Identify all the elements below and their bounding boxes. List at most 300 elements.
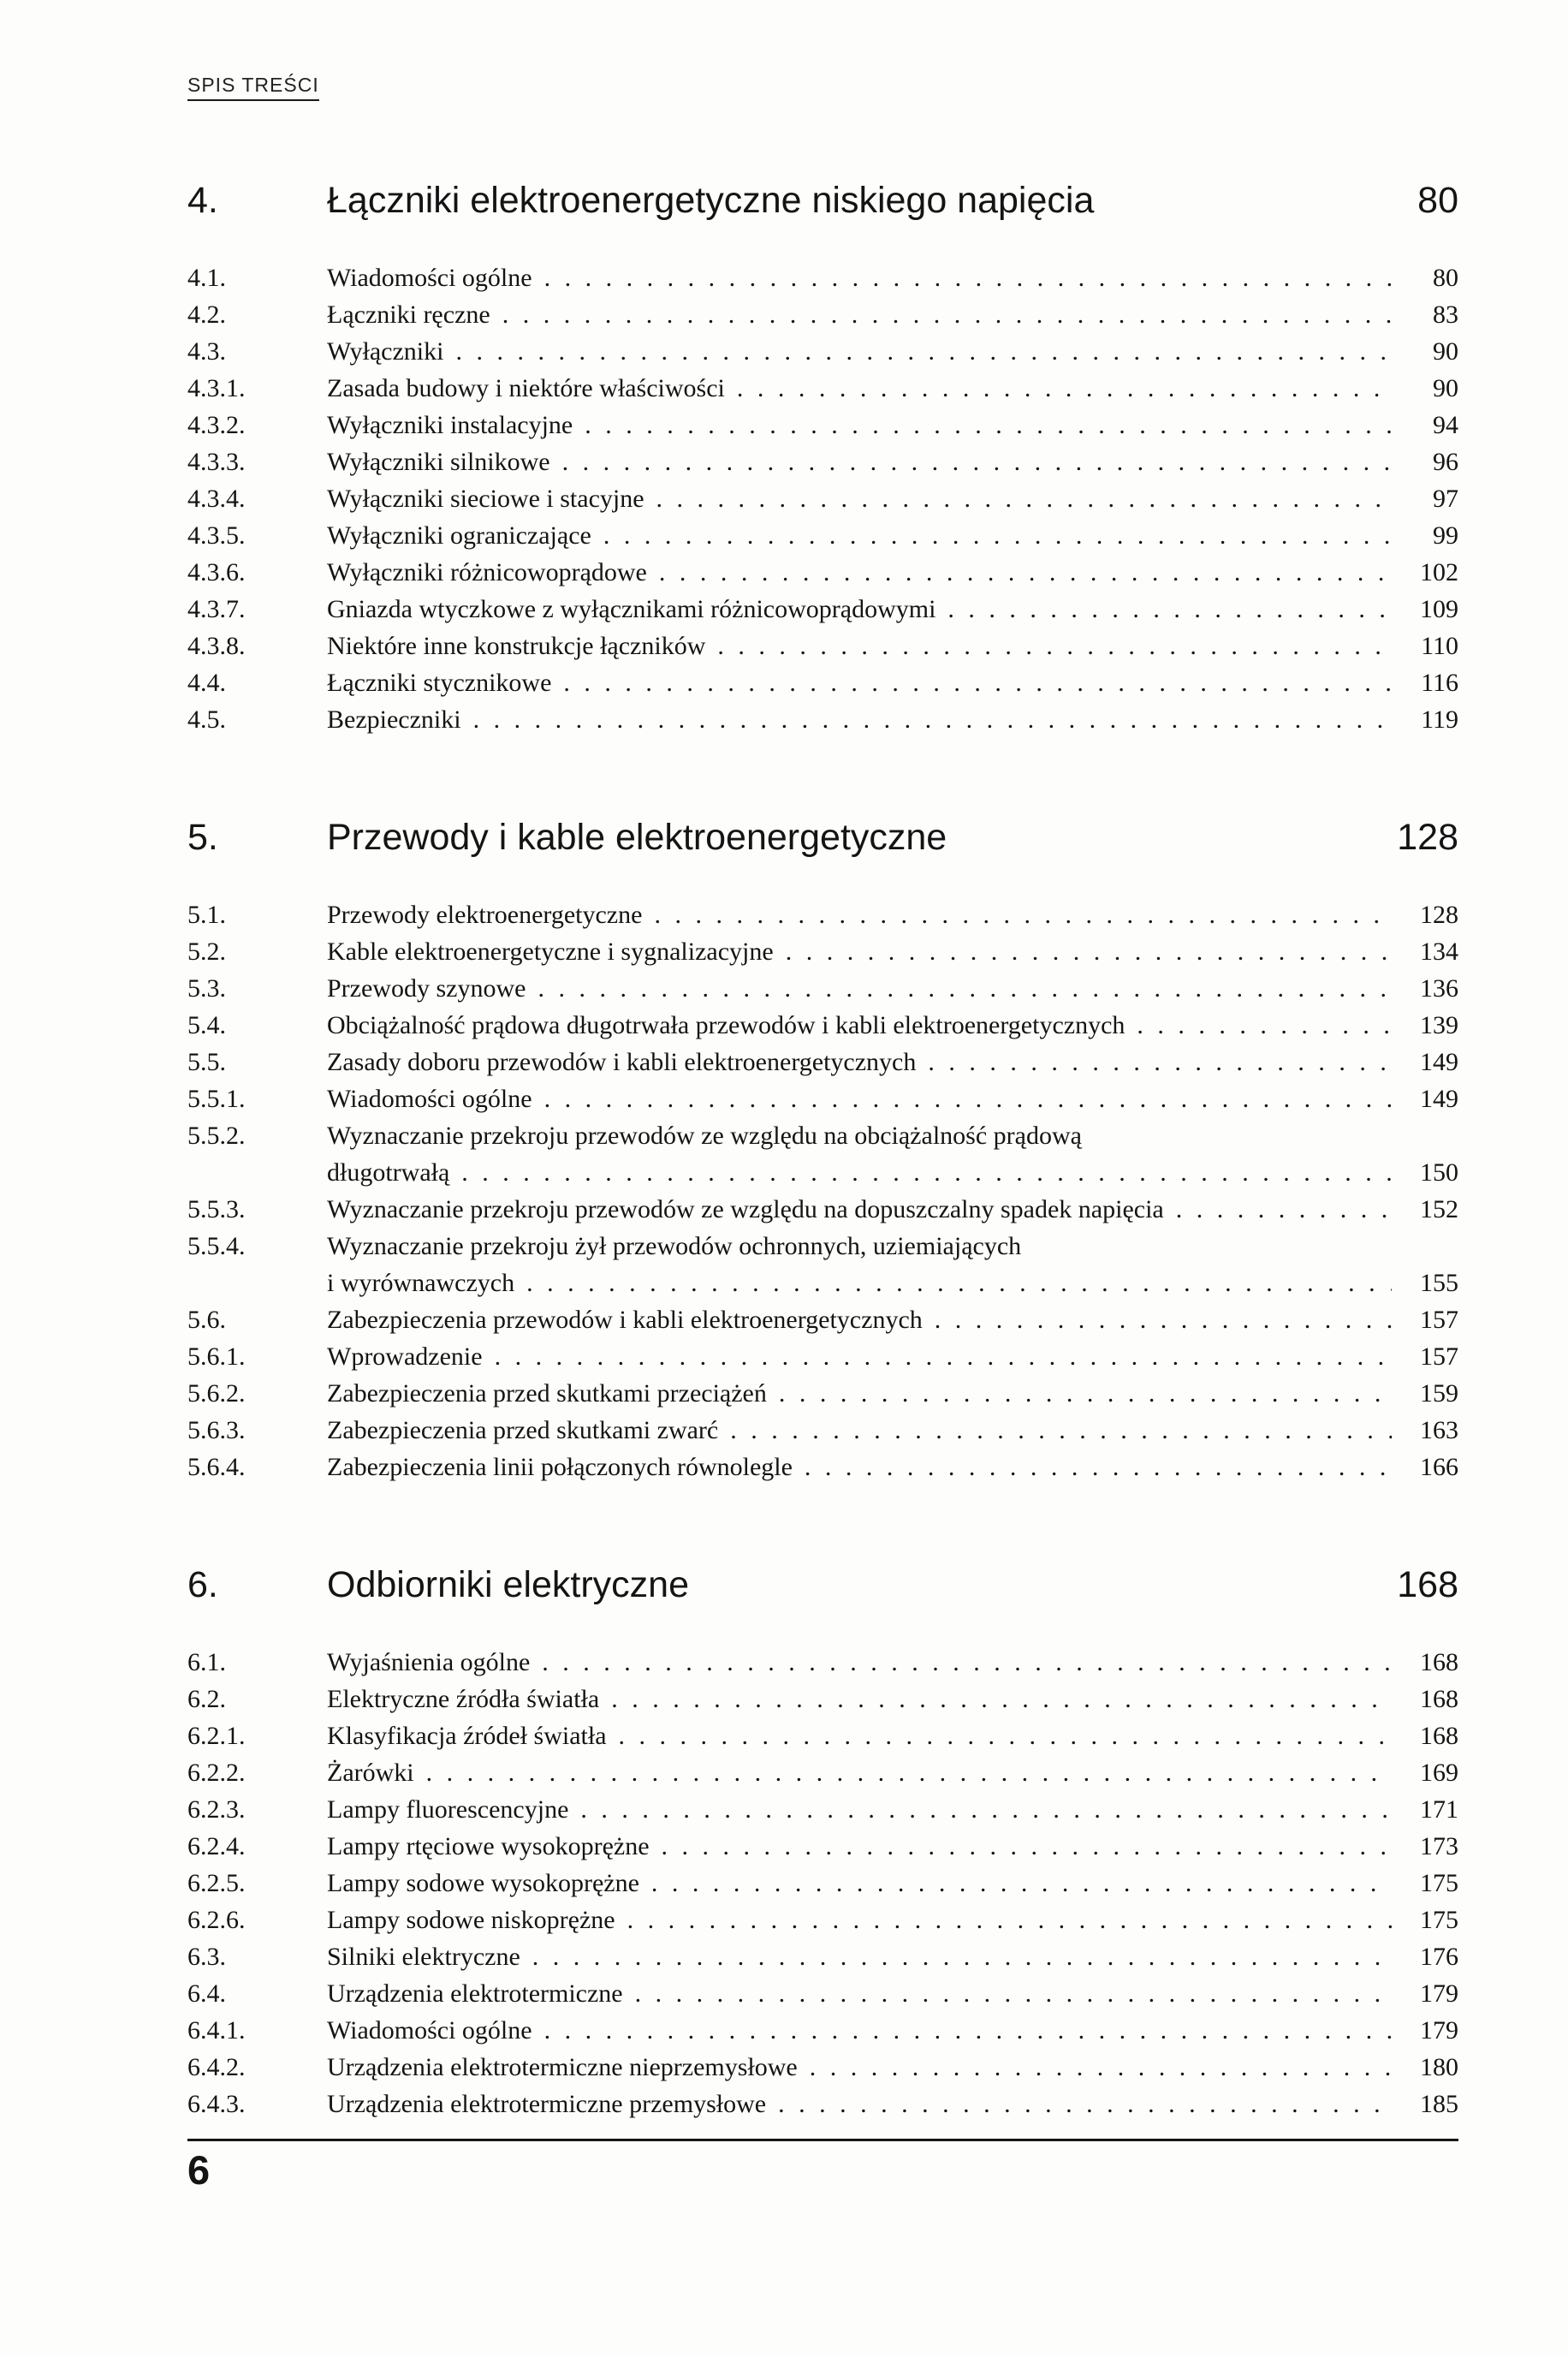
dot-leader [542,1644,1392,1681]
dot-leader [544,259,1392,296]
entry-number: 4.5. [187,705,226,734]
entry-number: 4.3.8. [187,632,246,660]
entry-number: 5.6.2. [187,1379,246,1408]
section-number: 5. [187,817,218,858]
dot-leader [544,1080,1392,1117]
entry-body [327,628,1458,664]
entry-page-number: 180 [1420,2053,1458,2081]
entry-body [327,554,1458,591]
entry-page-number: 175 [1420,1906,1458,1934]
entry-page-number: 149 [1420,1085,1458,1113]
entry-title: Wiadomości ogólne [327,264,532,292]
toc-entry [187,407,1458,443]
entry-page-number: 83 [1433,301,1458,329]
toc-entry [187,480,1458,517]
entry-title-line [327,970,1458,1007]
entry-number: 6.2.5. [187,1869,246,1897]
entry-title-line [327,701,1458,738]
entry-title: Przewody szynowe [327,974,526,1003]
entry-number: 6.2. [187,1685,226,1713]
entry-title-line [327,480,1458,517]
entry-title: Silniki elektryczne [327,1943,520,1971]
dot-leader [635,1975,1392,2012]
entry-title-line [327,2049,1458,2086]
entry-body [327,664,1458,701]
entry-number: 5.5.2. [187,1122,246,1150]
entry-title: Zabezpieczenia przewodów i kabli elektroenergetycznych [327,1306,923,1334]
entry-title-line [327,628,1458,664]
entry-number: 4.3.5. [187,521,246,550]
entry-title-line [327,370,1458,407]
entry-title-line [327,1412,1458,1449]
entry-title-line [327,1791,1458,1828]
entry-title: Przewody elektroenergetyczne [327,901,643,929]
dot-leader [473,701,1392,738]
dot-leader [544,2012,1392,2049]
entry-body [327,933,1458,970]
section-title: Łączniki elektroenergetyczne niskiego napięcia [327,180,1095,221]
entry-number: 4.3.1. [187,374,246,402]
entry-title-line [327,1754,1458,1791]
entry-page-number: 168 [1420,1685,1458,1713]
entry-number: 6.4.1. [187,2016,246,2045]
toc-entry [187,1044,1458,1080]
entry-page-number: 80 [1433,264,1458,292]
entry-number: 4.3.4. [187,485,246,513]
entry-title: Lampy rtęciowe wysokoprężne [327,1832,650,1860]
toc-entry [187,1412,1458,1449]
dot-leader [627,1902,1392,1938]
entry-body [327,1007,1458,1044]
entry-body [327,1681,1458,1717]
entry-number: 4.3. [187,337,226,366]
section-heading [187,180,1458,222]
toc-entry [187,443,1458,480]
toc-entry [187,554,1458,591]
toc-entry [187,1975,1458,2012]
entry-body [327,259,1458,296]
entry-title: Wyłączniki silnikowe [327,448,550,476]
entry-body [327,1644,1458,1681]
entry-title: Urządzenia elektrotermiczne nieprzemysłowe [327,2053,798,2081]
dot-leader [538,970,1392,1007]
toc-sections [187,180,1458,2122]
entry-page-number: 166 [1420,1453,1458,1481]
dot-leader [585,407,1392,443]
toc-entry [187,2086,1458,2122]
toc-entry [187,1828,1458,1865]
entry-body [327,1301,1458,1338]
toc-entry [187,896,1458,933]
dot-leader [611,1681,1392,1717]
entry-body [327,480,1458,517]
dot-leader [656,480,1392,517]
entry-number: 6.4.2. [187,2053,246,2081]
entry-number: 5.6.1. [187,1342,246,1371]
entry-title: Lampy sodowe niskoprężne [327,1906,615,1934]
page-header-title: SPIS TREŚCI [187,74,319,101]
dot-leader [737,370,1392,407]
section-number: 6. [187,1564,218,1605]
entry-body [327,1975,1458,2012]
dot-leader [947,591,1392,628]
entry-title-line [327,1080,1458,1117]
entry-number: 5.6. [187,1306,226,1334]
entry-title-line [327,1865,1458,1902]
entry-page-number: 185 [1420,2090,1458,2118]
entry-page-number: 159 [1420,1379,1458,1408]
toc-entry [187,1644,1458,1681]
dot-leader [1137,1007,1392,1044]
dot-leader [461,1154,1392,1191]
entry-page-number: 109 [1420,595,1458,623]
entry-number: 4.3.3. [187,448,246,476]
entry-number: 6.4.3. [187,2090,246,2118]
entry-title-line [327,1717,1458,1754]
dot-leader [659,554,1392,591]
entry-title-line [327,2012,1458,2049]
entry-number: 5.4. [187,1011,226,1039]
section-title: Przewody i kable elektroenergetyczne [327,817,947,858]
section-heading [187,1564,1458,1606]
entry-title-line [327,259,1458,296]
entry-title: Wyłączniki [327,337,444,366]
entry-page-number: 94 [1433,411,1458,439]
entry-body [327,1865,1458,1902]
entry-title-line [327,1938,1458,1975]
entry-title: Zabezpieczenia linii połączonych równolegle [327,1453,793,1481]
entry-number: 6.2.3. [187,1795,246,1824]
dot-leader [805,1449,1392,1485]
dot-leader [532,1938,1392,1975]
entry-number: 4.4. [187,669,226,697]
entry-number: 5.6.3. [187,1416,246,1444]
entry-body [327,1375,1458,1412]
entry-page-number: 90 [1433,337,1458,366]
toc-entry [187,628,1458,664]
entry-title: Zasada budowy i niektóre właściwości [327,374,725,402]
entry-number: 5.5.4. [187,1232,246,1260]
entry-title-line [327,1449,1458,1485]
entry-page-number: 134 [1420,937,1458,966]
toc-entry [187,1717,1458,1754]
toc-entry [187,370,1458,407]
entry-page-number: 150 [1420,1158,1458,1187]
entry-title-line [327,1228,1458,1265]
toc-section [187,1564,1458,2122]
entry-title: Elektryczne źródła światła [327,1685,600,1713]
entry-page-number: 96 [1433,448,1458,476]
entry-title: Kable elektroenergetyczne i sygnalizacyjne [327,937,774,966]
entry-body [327,2049,1458,2086]
entry-title: Łączniki stycznikowe [327,669,552,697]
entry-page-number: 168 [1420,1722,1458,1750]
dot-leader [717,628,1392,664]
dot-leader [654,896,1392,933]
entry-body [327,1791,1458,1828]
toc-entry [187,1228,1458,1301]
toc-section [187,180,1458,738]
dot-leader [778,2086,1392,2122]
section-heading [187,817,1458,859]
entry-body [327,407,1458,443]
entry-page-number: 139 [1420,1011,1458,1039]
entry-title: Lampy sodowe wysokoprężne [327,1869,639,1897]
entry-body [327,1717,1458,1754]
entry-page-number: 119 [1421,705,1458,734]
entry-number: 6.4. [187,1979,226,2008]
entry-title-line [327,1007,1458,1044]
entry-body [327,1754,1458,1791]
dot-leader [662,1828,1392,1865]
entry-title-line [327,1191,1458,1228]
toc-entry [187,1754,1458,1791]
entry-number: 6.2.2. [187,1759,246,1787]
entry-title: Zasady doboru przewodów i kabli elektroenergetycznych [327,1048,917,1076]
toc-entry [187,1791,1458,1828]
toc-entry [187,296,1458,333]
entry-body [327,1828,1458,1865]
entry-page-number: 168 [1420,1648,1458,1676]
footer-page-number: 6 [187,2147,211,2193]
entry-page-number: 173 [1420,1832,1458,1860]
entry-body [327,1228,1458,1301]
dot-leader [619,1717,1392,1754]
entry-title-line [327,554,1458,591]
entry-number: 6.2.6. [187,1906,246,1934]
entry-page-number: 171 [1420,1795,1458,1824]
footer-rule [187,2139,1458,2141]
entry-body [327,333,1458,370]
entry-title-continued: i wyrównawczych [327,1269,515,1297]
entry-body [327,443,1458,480]
entry-title-line [327,443,1458,480]
toc-entry [187,1338,1458,1375]
dot-leader [562,443,1392,480]
entry-title-line [327,1338,1458,1375]
entry-page-number: 136 [1420,974,1458,1003]
entry-title-line [327,333,1458,370]
entry-title: Urządzenia elektrotermiczne przemysłowe [327,2090,767,2118]
entry-number: 5.2. [187,937,226,966]
entry-body [327,1117,1458,1191]
entry-title-line [327,1117,1458,1154]
entry-title-line [327,2086,1458,2122]
toc-entry [187,1301,1458,1338]
entry-page-number: 155 [1420,1269,1458,1297]
entry-title: Łączniki ręczne [327,301,490,329]
entry-body [327,2086,1458,2122]
entry-title: Urządzenia elektrotermiczne [327,1979,623,2008]
entry-body [327,970,1458,1007]
entry-body [327,701,1458,738]
dot-leader [935,1301,1392,1338]
toc-entry [187,591,1458,628]
entry-page-number: 90 [1433,374,1458,402]
entry-title: Wyznaczanie przekroju żył przewodów ochronnych, uziemiających [327,1232,1022,1260]
entry-title: Bezpieczniki [327,705,461,734]
entry-page-number: 149 [1420,1048,1458,1076]
dot-leader [455,333,1392,370]
toc-entry [187,1117,1458,1191]
entry-title: Wprowadzenie [327,1342,483,1371]
entry-number: 4.1. [187,264,226,292]
entry-title: Wiadomości ogólne [327,1085,532,1113]
dot-leader [580,1791,1392,1828]
entry-title-line [327,517,1458,554]
entry-title-line [327,591,1458,628]
entry-title: Wyłączniki ograniczające [327,521,591,550]
entry-page-number: 99 [1433,521,1458,550]
entry-title-line [327,296,1458,333]
entry-number: 6.3. [187,1943,226,1971]
section-page-number: 168 [1397,1564,1458,1605]
dot-leader [526,1265,1392,1301]
dot-leader [426,1754,1392,1791]
entry-number: 5.5. [187,1048,226,1076]
entry-title: Wyłączniki sieciowe i stacyjne [327,485,644,513]
entry-title-line [327,1044,1458,1080]
entry-title: Wyłączniki instalacyjne [327,411,573,439]
entry-title-line [327,1902,1458,1938]
entry-page-number: 169 [1420,1759,1458,1787]
entry-body [327,1338,1458,1375]
entry-title: Wyznaczanie przekroju przewodów ze względu na dopuszczalny spadek napięcia [327,1195,1164,1223]
entry-number: 5.3. [187,974,226,1003]
dot-leader [810,2049,1392,2086]
toc-entry [187,1191,1458,1228]
entry-title: Obciążalność prądowa długotrwała przewodów i kabli elektroenergetycznych [327,1011,1126,1039]
entry-body [327,1191,1458,1228]
entry-title: Zabezpieczenia przed skutkami przeciążeń [327,1379,767,1408]
toc-entry [187,1449,1458,1485]
entry-body [327,517,1458,554]
entry-title-line [327,1828,1458,1865]
entry-title-line [327,896,1458,933]
entry-title-line [327,1681,1458,1717]
dot-leader [786,933,1392,970]
toc-entry [187,1902,1458,1938]
entry-title-line [327,1301,1458,1338]
entry-body [327,1044,1458,1080]
entry-title: Żarówki [327,1759,414,1787]
entry-number: 5.5.3. [187,1195,246,1223]
entry-title-line [327,664,1458,701]
entry-body [327,591,1458,628]
toc-entry [187,1865,1458,1902]
entry-number: 5.5.1. [187,1085,246,1113]
entry-title-line [327,1644,1458,1681]
entry-number: 5.6.4. [187,1453,246,1481]
toc-entry [187,1375,1458,1412]
entry-number: 6.1. [187,1648,226,1676]
section-number: 4. [187,180,218,221]
entry-body [327,370,1458,407]
entry-title: Lampy fluorescencyjne [327,1795,569,1824]
section-title: Odbiorniki elektryczne [327,1564,690,1605]
toc-entry [187,2049,1458,2086]
entry-number: 4.2. [187,301,226,329]
entry-title: Wyjaśnienia ogólne [327,1648,531,1676]
dot-leader [563,664,1392,701]
entry-title: Wiadomości ogólne [327,2016,532,2045]
entry-title: Wyznaczanie przekroju przewodów ze względu na obciążalność prądową [327,1122,1082,1150]
toc-entry [187,1681,1458,1717]
entry-page-number: 152 [1420,1195,1458,1223]
entry-body [327,1080,1458,1117]
toc-entry [187,2012,1458,2049]
entry-number: 5.1. [187,901,226,929]
entry-body [327,296,1458,333]
entry-title-continued: długotrwałą [327,1158,450,1187]
dot-leader [779,1375,1392,1412]
dot-leader [730,1412,1392,1449]
toc-section [187,817,1458,1485]
entry-page-number: 102 [1420,558,1458,586]
entry-title-line [327,933,1458,970]
entry-page-number: 179 [1420,2016,1458,2045]
entry-page-number: 179 [1420,1979,1458,2008]
entry-number: 4.3.6. [187,558,246,586]
entry-number: 6.2.1. [187,1722,246,1750]
entry-body [327,2012,1458,2049]
entry-title-line [327,1154,1458,1191]
entry-title-line [327,407,1458,443]
page-footer [187,2139,1458,2193]
toc-entry [187,1080,1458,1117]
entry-title: Niektóre inne konstrukcje łączników [327,632,706,660]
entry-number: 6.2.4. [187,1832,246,1860]
entry-page-number: 157 [1420,1342,1458,1371]
entry-page-number: 110 [1421,632,1458,660]
entry-page-number: 116 [1421,669,1458,697]
entry-title-line [327,1975,1458,2012]
dot-leader [651,1865,1392,1902]
entry-page-number: 175 [1420,1869,1458,1897]
toc-entry [187,1007,1458,1044]
entry-body [327,1938,1458,1975]
dot-leader [502,296,1392,333]
entry-number: 4.3.2. [187,411,246,439]
entry-page-number: 163 [1420,1416,1458,1444]
entry-number: 4.3.7. [187,595,246,623]
entry-title: Klasyfikacja źródeł światła [327,1722,607,1750]
section-page-number: 80 [1417,180,1458,221]
entry-title: Zabezpieczenia przed skutkami zwarć [327,1416,719,1444]
toc-entry [187,517,1458,554]
entry-title: Gniazda wtyczkowe z wyłącznikami różnicowoprądowymi [327,595,936,623]
entry-title-line [327,1375,1458,1412]
toc-entry [187,701,1458,738]
entry-page-number: 176 [1420,1943,1458,1971]
toc-entry [187,1938,1458,1975]
entry-title-line [327,1265,1458,1301]
entry-body [327,1902,1458,1938]
toc-entry [187,933,1458,970]
entry-body [327,1449,1458,1485]
toc-entry [187,664,1458,701]
entry-body [327,1412,1458,1449]
toc-entry [187,970,1458,1007]
dot-leader [603,517,1392,554]
entry-page-number: 157 [1420,1306,1458,1334]
entry-page-number: 128 [1420,901,1458,929]
toc-entry [187,333,1458,370]
entry-title: Wyłączniki różnicowoprądowe [327,558,647,586]
section-page-number: 128 [1397,817,1458,858]
dot-leader [1176,1191,1392,1228]
entry-body [327,896,1458,933]
